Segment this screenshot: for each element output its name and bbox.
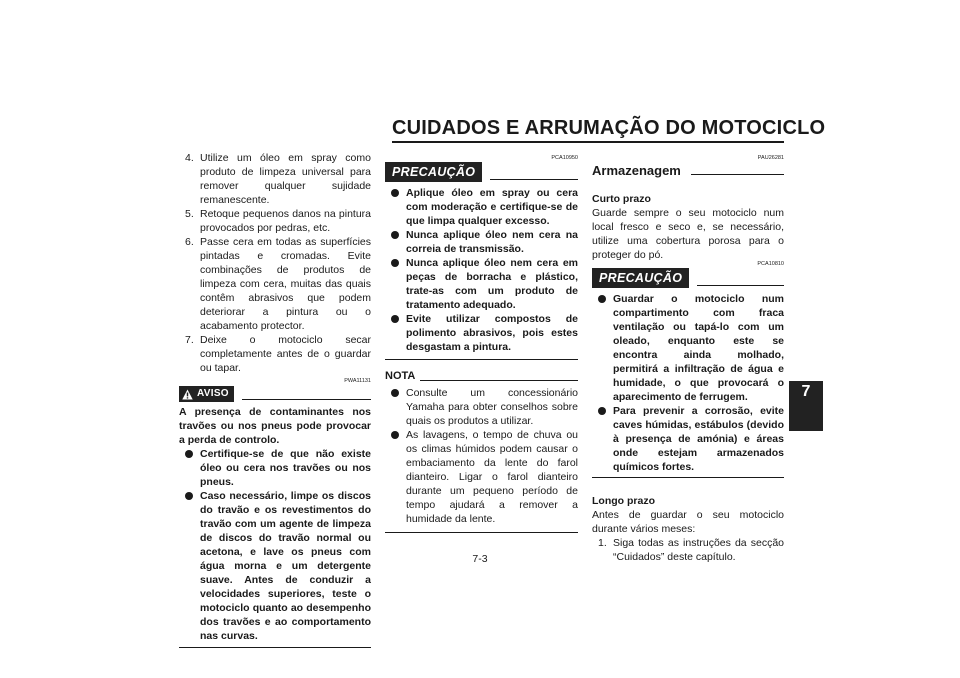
- caution-bullet-1: Guardar o motociclo num compartimento com fraca ventilação ou tapá-lo com um oleado, enquanto este se encontra ainda molhado, permitirá a infiltração de água e humidade, o que provocará o aparecimento de ferrugem.: [592, 292, 784, 404]
- header-rule: [392, 141, 784, 143]
- caution-bullet-4: Evite utilizar compostos de polimento abrasivos, pois estes desgastam a pintura.: [385, 312, 578, 354]
- bullet-icon: [391, 389, 399, 397]
- warning-end-rule: [179, 647, 371, 648]
- note-label: NOTA: [385, 370, 416, 382]
- column-2: [385, 154, 578, 533]
- bullet-icon: [598, 295, 606, 303]
- bullet-icon: [185, 492, 193, 500]
- bullet-icon: [185, 450, 193, 458]
- note-bullet-2: As lavagens, o tempo de chuva ou os climas húmidos podem causar o embaciamento da lente do farol dianteiro. Ligar o farol dianteiro durante um pequeno período de tempo ajudará a remover a humidade da lente.: [385, 428, 578, 526]
- step-7: 7. Deixe o motociclo secar completamente antes de o guardar ou tapar.: [185, 334, 371, 374]
- warning-triangle-icon: [182, 389, 193, 400]
- section-rule: [691, 174, 784, 175]
- warning-code: PWA11131: [344, 378, 371, 384]
- caution-code: PCA10950: [551, 155, 578, 161]
- note-rule: [420, 380, 578, 381]
- bullet-icon: [391, 189, 399, 197]
- caution-header: [385, 162, 578, 182]
- warning-header: [179, 385, 371, 402]
- note-header: [385, 369, 578, 383]
- section-title: Armazenagem: [592, 163, 681, 178]
- long-step-1: 1. Siga todas as instruções da secção “Cuidados” deste capítulo.: [598, 537, 784, 563]
- page-header-title: CUIDADOS E ARRUMAÇÃO DO MOTOCICLO: [392, 117, 826, 139]
- caution-code: PCA10810: [757, 261, 784, 267]
- caution-rule: [697, 285, 784, 286]
- short-term-text: Guarde sempre o seu motociclo num local fresco e seco e, se necessário, utilize uma cobertura porosa para o proteger do pó.: [592, 207, 784, 261]
- warning-intro: A presença de contaminantes nos travões ou nos pneus pode provocar a perda de controlo.: [179, 406, 371, 446]
- step-6: 6. Passe cera em todas as superfícies pintadas e cromadas. Evite combinações de produtos de limpeza com cera, muitas das quais contêm abrasivos que podem deteriorar a pintura ou o acabamento protector.: [185, 236, 371, 332]
- warning-rule: [242, 399, 371, 400]
- column-1: [179, 151, 371, 648]
- note-bullet-1: Consulte um concessionário Yamaha para obter conselhos sobre quais os produtos a utilizar.: [385, 386, 578, 428]
- note-end-rule: [385, 532, 578, 533]
- caution-rule: [490, 179, 578, 180]
- short-term-title: Curto prazo: [592, 193, 651, 205]
- step-4: 4. Utilize um óleo em spray como produto de limpeza universal para remover qualquer sujidade remanescente.: [185, 152, 371, 206]
- bullet-icon: [391, 259, 399, 267]
- page-number: 7-3: [472, 553, 488, 565]
- column-3: [592, 154, 784, 564]
- warning-bullet-1: Certifique-se de que não existe óleo ou cera nos travões ou nos pneus.: [179, 447, 371, 489]
- bullet-icon: [391, 431, 399, 439]
- warning-badge: AVISO: [179, 386, 234, 402]
- long-term-title: Longo prazo: [592, 495, 655, 507]
- long-term-text: Antes de guardar o seu motociclo durante vários meses:: [592, 509, 784, 535]
- caution-badge: PRECAUÇÃO: [592, 268, 689, 288]
- caution-bullet-3: Nunca aplique óleo nem cera em peças de borracha e plástico, trate-as com um produto de tratamento adequado.: [385, 256, 578, 312]
- bullet-icon: [598, 407, 606, 415]
- caution-badge: PRECAUÇÃO: [385, 162, 482, 182]
- chapter-tab: 7: [789, 381, 823, 431]
- bullet-icon: [391, 315, 399, 323]
- caution-end-rule: [385, 359, 578, 360]
- caution-bullet-2: Para prevenir a corrosão, evite caves húmidas, estábulos (devido à presença de amónia) e áreas onde estejam armazenados químicos fortes.: [592, 404, 784, 474]
- section-code: PAU26281: [757, 155, 784, 161]
- caution-header: [592, 268, 784, 288]
- caution-bullet-2: Nunca aplique óleo nem cera na correia de transmissão.: [385, 228, 578, 256]
- warning-bullet-2: Caso necessário, limpe os discos do travão e os revestimentos do travão com um agente de limpeza de discos do travão normal ou acetona, e lave os pneus com água morna e um detergente suave. Antes de conduzir a velocidades superiores, teste o motociclo quanto ao desempenho dos travões e ao comportamento nas curvas.: [179, 489, 371, 643]
- caution-bullet-1: Aplique óleo em spray ou cera com moderação e certifique-se de que limpa qualquer excesso.: [385, 186, 578, 228]
- step-5: 5. Retoque pequenos danos na pintura provocados por pedras, etc.: [185, 208, 371, 234]
- section-header: [592, 162, 784, 178]
- bullet-icon: [391, 231, 399, 239]
